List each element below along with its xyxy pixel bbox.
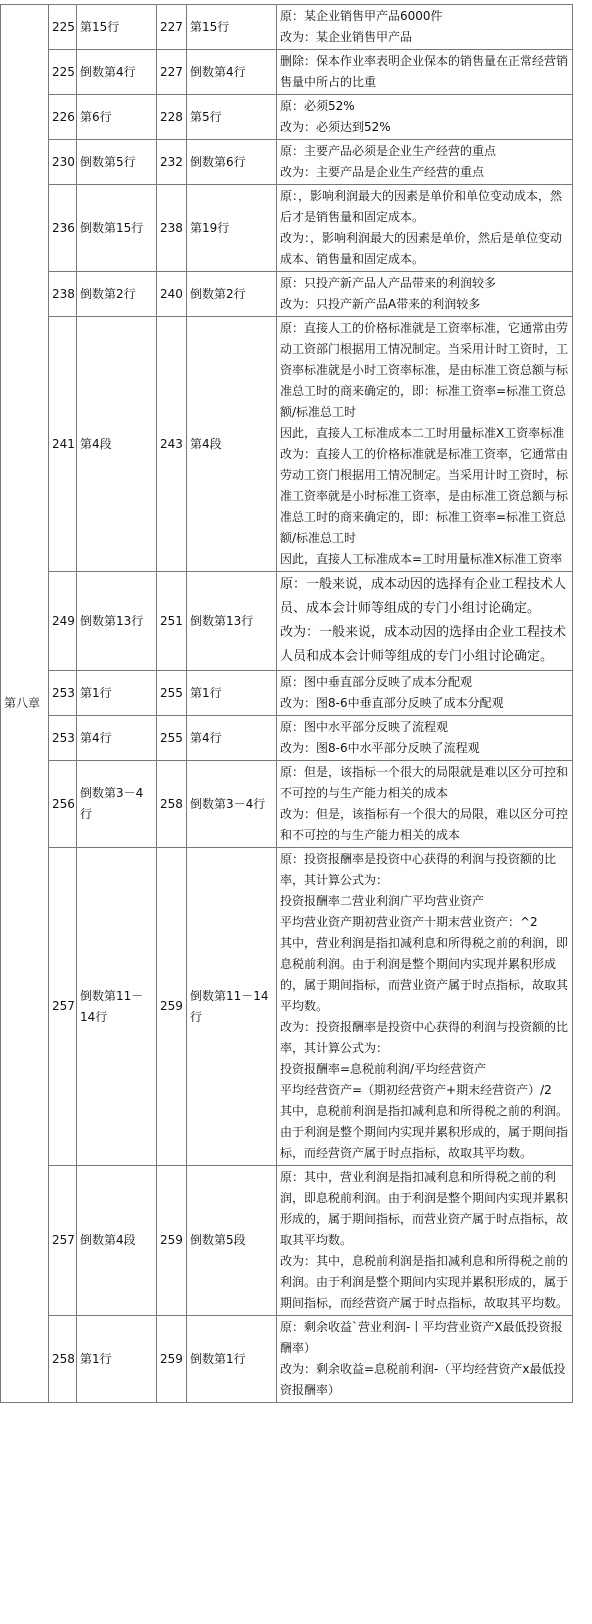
table-row	[1, 1316, 573, 1403]
old-page-cell: 258	[49, 1316, 77, 1403]
new-location-cell: 第15行	[187, 5, 277, 50]
old-location-cell: 倒数第4段	[77, 1166, 157, 1316]
table-row	[1, 50, 573, 95]
new-location-cell: 倒数第11－14行	[187, 848, 277, 1166]
old-page-cell: 257	[49, 848, 77, 1166]
correction-text-cell: 原：但是，该指标一个很大的局限就是难以区分可控和不可控的与生产能力相关的成本 改为：但是，该指标有一个很大的局限，难以区分可控和不可控的与生产能力相关的成本	[277, 761, 573, 848]
correction-text-cell: 原：直接人工的价格标准就是工资率标准，它通常由劳动工资部门根据用工情况制定。当采用计时工资时，工资率标准就是小时工资率标准，是由标准工资总额与标准总工时的商来确定的，即：标准工资率=标准工资总额/标准总工时 因此，直接人工标准成本二工时用量标准X工资率标准 改为：直接人工的价格标准就是标准工资率，它通常由劳动工资门根据用工情况制定。当采用计时工资时，标准工资率就是小时标准工资率，是由标准工资总额与标准总工时的商来确定的，即：标准工资率=标准工资总额/标准总工时 因此，直接人工标准成本=工时用量标准X标准工资率	[277, 317, 573, 572]
table-row	[1, 185, 573, 272]
new-location-cell: 第4段	[187, 317, 277, 572]
table-row	[1, 95, 573, 140]
correction-text-cell: 原：投资报酬率是投资中心获得的利润与投资额的比率，其计算公式为： 投资报酬率二营业利润广平均营业资产 平均营业资产期初营业资产十期末营业资产：^2 其中，营业利润是指扣减利息和所得税之前的利润，即息税前利润。由于利润是整个期间内实现并累积形成的，属于期间指标，而营业资产属于时点指标，故取其平均数。 改为：投资报酬率是投资中心获得的利润与投资额的比率，其计算公式为： 投资报酬率=息税前利润/平均经营资产 平均经营资产=（期初经营资产+期末经营资产）/2 其中，息税前利润是指扣减利息和所得税之前的利润。由于利润是整个期间内实现并累积形成的，属于期间指标，而经营资产属于时点指标，故取其平均数。	[277, 848, 573, 1166]
new-page-cell: 258	[157, 761, 187, 848]
old-page-cell: 249	[49, 572, 77, 671]
new-page-cell: 227	[157, 5, 187, 50]
new-page-cell: 227	[157, 50, 187, 95]
new-page-cell: 243	[157, 317, 187, 572]
errata-table-body	[1, 5, 573, 1403]
correction-text-cell: 原：某企业销售甲产品6000件 改为：某企业销售甲产品	[277, 5, 573, 50]
old-page-cell: 256	[49, 761, 77, 848]
old-location-cell: 第15行	[77, 5, 157, 50]
new-location-cell: 第4行	[187, 716, 277, 761]
old-page-cell: 253	[49, 671, 77, 716]
new-location-cell: 第19行	[187, 185, 277, 272]
old-page-cell: 257	[49, 1166, 77, 1316]
old-page-cell: 230	[49, 140, 77, 185]
old-page-cell: 241	[49, 317, 77, 572]
new-location-cell: 倒数第3－4行	[187, 761, 277, 848]
old-page-cell: 226	[49, 95, 77, 140]
correction-text-cell: 删除：保本作业率表明企业保本的销售量在正常经营销售量中所占的比重	[277, 50, 573, 95]
old-location-cell: 倒数第11－14行	[77, 848, 157, 1166]
old-location-cell: 第4段	[77, 317, 157, 572]
table-row	[1, 848, 573, 1166]
old-page-cell: 236	[49, 185, 77, 272]
new-page-cell: 255	[157, 671, 187, 716]
new-location-cell: 第5行	[187, 95, 277, 140]
old-location-cell: 倒数第15行	[77, 185, 157, 272]
old-page-cell: 253	[49, 716, 77, 761]
new-page-cell: 240	[157, 272, 187, 317]
new-page-cell: 232	[157, 140, 187, 185]
old-location-cell: 倒数第5行	[77, 140, 157, 185]
old-location-cell: 倒数第4行	[77, 50, 157, 95]
correction-text-cell: 原：一般来说，成本动因的选择有企业工程技术人员、成本会计师等组成的专门小组讨论确定。 改为：一般来说，成本动因的选择由企业工程技术人员和成本会计师等组成的专门小组讨论确定。	[277, 572, 573, 671]
table-row	[1, 572, 573, 671]
table-row	[1, 5, 573, 50]
correction-text-cell: 原：图中水平部分反映了流程观 改为：图8-6中水平部分反映了流程观	[277, 716, 573, 761]
old-location-cell: 第4行	[77, 716, 157, 761]
new-location-cell: 倒数第5段	[187, 1166, 277, 1316]
new-location-cell: 倒数第4行	[187, 50, 277, 95]
correction-text-cell: 原：其中，营业利润是指扣减利息和所得税之前的利润，即息税前利润。由于利润是整个期间内实现并累积形成的，属于期间指标，而营业资产属于时点指标，故取其平均数。 改为：其中，息税前利润是指扣减利息和所得税之前的利润。由于利润是整个期间内实现并累积形成的，属于期间指标，而经营资产属于时点指标，故取其平均数。	[277, 1166, 573, 1316]
new-page-cell: 228	[157, 95, 187, 140]
new-page-cell: 251	[157, 572, 187, 671]
correction-text-cell: 原：剩余收益`营业利润-丨平均营业资产X最低投资报酬率） 改为：剩余收益=息税前利润-（平均经营资产x最低投资报酬率）	[277, 1316, 573, 1403]
table-row	[1, 317, 573, 572]
old-location-cell: 倒数第2行	[77, 272, 157, 317]
table-row	[1, 1166, 573, 1316]
new-location-cell: 倒数第6行	[187, 140, 277, 185]
new-page-cell: 259	[157, 1316, 187, 1403]
new-location-cell: 第1行	[187, 671, 277, 716]
old-page-cell: 225	[49, 50, 77, 95]
errata-table	[0, 4, 573, 1403]
table-row	[1, 272, 573, 317]
correction-text-cell: 原：图中垂直部分反映了成本分配观 改为：图8-6中垂直部分反映了成本分配观	[277, 671, 573, 716]
new-page-cell: 238	[157, 185, 187, 272]
correction-text-cell: 原：，影响利润最大的因素是单价和单位变动成本，然后才是销售量和固定成本。 改为：，影响利润最大的因素是单价，然后是单位变动成本、销售量和固定成本。	[277, 185, 573, 272]
old-page-cell: 238	[49, 272, 77, 317]
new-page-cell: 259	[157, 1166, 187, 1316]
old-location-cell: 倒数第3－4行	[77, 761, 157, 848]
new-location-cell: 倒数第1行	[187, 1316, 277, 1403]
chapter-cell: 第八章	[1, 5, 49, 1403]
table-row	[1, 761, 573, 848]
old-location-cell: 倒数第13行	[77, 572, 157, 671]
new-page-cell: 255	[157, 716, 187, 761]
new-location-cell: 倒数第13行	[187, 572, 277, 671]
correction-text-cell: 原：只投产新产品人产品带来的利润较多 改为：只投产新产品A带来的利润较多	[277, 272, 573, 317]
table-row	[1, 716, 573, 761]
old-page-cell: 225	[49, 5, 77, 50]
new-page-cell: 259	[157, 848, 187, 1166]
table-row	[1, 140, 573, 185]
correction-text-cell: 原：主要产品必须是企业生产经营的重点 改为：主要产品是企业生产经营的重点	[277, 140, 573, 185]
table-row	[1, 671, 573, 716]
old-location-cell: 第6行	[77, 95, 157, 140]
correction-text-cell: 原：必须52% 改为：必须达到52%	[277, 95, 573, 140]
old-location-cell: 第1行	[77, 671, 157, 716]
old-location-cell: 第1行	[77, 1316, 157, 1403]
new-location-cell: 倒数第2行	[187, 272, 277, 317]
